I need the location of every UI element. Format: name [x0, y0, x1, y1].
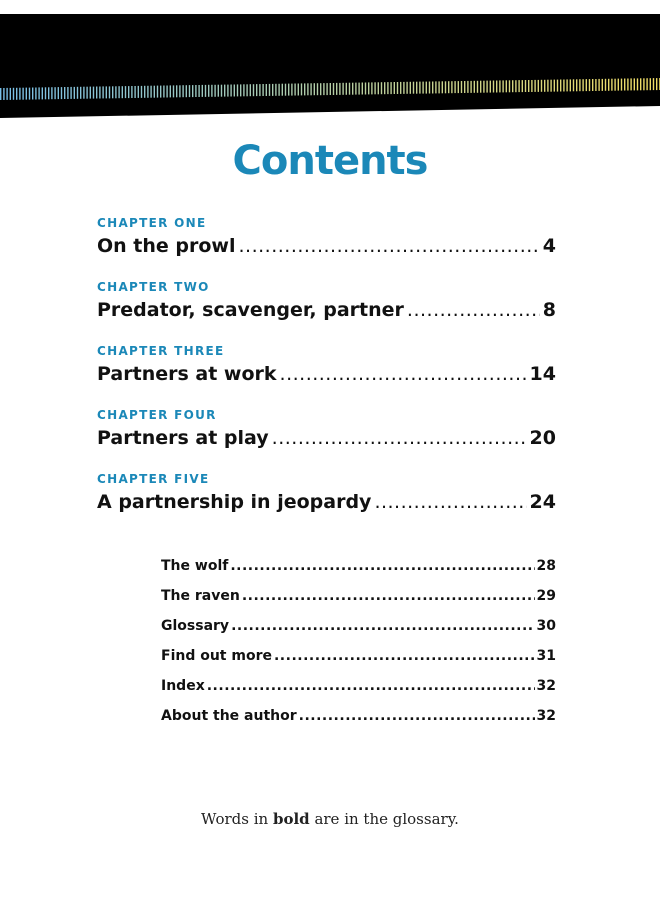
- band-stripe: [80, 87, 81, 99]
- entry-page: 24: [529, 491, 556, 513]
- band-stripe: [230, 85, 231, 97]
- band-stripe: [605, 79, 606, 91]
- band-stripe: [224, 85, 225, 97]
- band-stripe: [464, 81, 465, 93]
- dot-leader: [407, 296, 540, 324]
- band-stripe: [550, 80, 551, 92]
- dot-leader: [231, 611, 534, 641]
- band-stripe: [653, 78, 654, 90]
- page-title: Contents: [232, 138, 428, 184]
- band-stripe: [67, 87, 68, 99]
- band-stripe: [166, 86, 167, 98]
- band-stripe: [90, 87, 91, 99]
- band-stripe: [371, 82, 372, 94]
- band-stripe: [320, 83, 321, 95]
- entry-title: On the prowl: [97, 235, 236, 257]
- band-stripe: [35, 88, 36, 100]
- band-stripe: [70, 87, 71, 99]
- chapter-two: [97, 278, 556, 324]
- band-stripe: [221, 85, 222, 97]
- band-stripe: [294, 84, 295, 96]
- dot-leader: [207, 671, 535, 701]
- band-stripe: [598, 79, 599, 91]
- band-stripe: [122, 86, 123, 98]
- band-stripe: [10, 88, 11, 100]
- toc-entry[interactable]: [97, 424, 556, 452]
- band-stripe: [582, 79, 583, 91]
- band-stripe: [438, 81, 439, 93]
- band-stripe: [493, 81, 494, 93]
- note-prefix: Words in: [201, 810, 269, 828]
- band-stripe: [378, 82, 379, 94]
- entry-title: Glossary: [161, 618, 230, 634]
- band-stripe: [538, 80, 539, 92]
- chapter-label: CHAPTER ONE: [97, 216, 207, 230]
- entry-page: 8: [542, 299, 556, 321]
- band-stripe: [570, 79, 571, 91]
- toc-entry[interactable]: [97, 232, 556, 260]
- band-stripe: [355, 83, 356, 95]
- header-band: [0, 14, 660, 118]
- band-stripe: [118, 86, 119, 98]
- band-stripe: [99, 87, 100, 99]
- band-stripe: [48, 87, 49, 99]
- chapter-label: CHAPTER THREE: [97, 344, 225, 358]
- band-stripe: [458, 81, 459, 93]
- band-stripe: [650, 78, 651, 90]
- band-stripe: [144, 86, 145, 98]
- band-stripe: [58, 87, 59, 99]
- band-stripe: [86, 87, 87, 99]
- band-stripe: [250, 84, 251, 96]
- dot-leader: [280, 360, 527, 388]
- band-stripe: [429, 82, 430, 94]
- entry-title: Partners at play: [97, 427, 269, 449]
- band-stripe: [416, 82, 417, 94]
- band-stripe: [486, 81, 487, 93]
- band-stripe: [154, 86, 155, 98]
- band-stripe: [179, 85, 180, 97]
- band-stripe: [621, 79, 622, 91]
- band-stripe: [576, 79, 577, 91]
- glossary-note: [0, 810, 660, 828]
- chapter-three: [97, 342, 556, 388]
- toc-entry-index[interactable]: [161, 671, 556, 701]
- note-bold-word: bold: [272, 810, 310, 828]
- band-stripe: [435, 81, 436, 93]
- band-stripe: [106, 86, 107, 98]
- band-stripe: [643, 78, 644, 90]
- dot-leader: [242, 581, 535, 611]
- band-stripe: [237, 84, 238, 96]
- band-stripe: [461, 81, 462, 93]
- dot-leader: [274, 641, 535, 671]
- entry-title: The raven: [161, 588, 240, 604]
- band-stripe: [646, 78, 647, 90]
- band-stripe: [422, 82, 423, 94]
- band-stripe: [269, 84, 270, 96]
- band-stripe: [499, 80, 500, 92]
- band-stripe: [74, 87, 75, 99]
- entry-page: 32: [536, 678, 556, 694]
- band-stripe: [189, 85, 190, 97]
- band-stripe: [317, 83, 318, 95]
- band-stripe: [202, 85, 203, 97]
- band-stripe: [291, 84, 292, 96]
- band-stripe: [26, 88, 27, 100]
- toc-entry[interactable]: [97, 488, 556, 516]
- band-stripe: [509, 80, 510, 92]
- band-stripe: [374, 82, 375, 94]
- entry-title: Index: [161, 678, 205, 694]
- band-stripe: [525, 80, 526, 92]
- band-stripe: [298, 84, 299, 96]
- band-stripe: [326, 83, 327, 95]
- chapter-one: [97, 214, 556, 260]
- toc-entry-wolf[interactable]: [161, 551, 556, 581]
- band-stripe: [96, 87, 97, 99]
- band-stripe: [77, 87, 78, 99]
- band-stripe: [205, 85, 206, 97]
- dot-leader: [239, 232, 540, 260]
- band-stripe: [13, 88, 14, 100]
- band-stripe: [589, 79, 590, 91]
- band-stripe: [349, 83, 350, 95]
- band-stripe: [413, 82, 414, 94]
- band-stripe: [470, 81, 471, 93]
- band-stripe: [32, 88, 33, 100]
- band-stripe: [170, 85, 171, 97]
- band-stripe: [448, 81, 449, 93]
- band-stripe: [474, 81, 475, 93]
- band-stripe: [387, 82, 388, 94]
- band-stripe: [246, 84, 247, 96]
- band-stripe: [310, 83, 311, 95]
- band-stripe: [656, 78, 657, 90]
- band-stripe: [397, 82, 398, 94]
- band-stripe: [336, 83, 337, 95]
- chapter-five: [97, 470, 556, 516]
- band-stripe: [125, 86, 126, 98]
- band-stripe: [480, 81, 481, 93]
- band-stripe: [150, 86, 151, 98]
- band-stripe: [134, 86, 135, 98]
- band-stripe: [186, 85, 187, 97]
- band-stripe: [592, 79, 593, 91]
- band-stripe: [640, 78, 641, 90]
- band-stripe: [419, 82, 420, 94]
- band-stripe: [301, 83, 302, 95]
- entry-title: The wolf: [161, 558, 229, 574]
- toc-entry-about-the-author[interactable]: [161, 701, 556, 731]
- toc-entry-find-out-more[interactable]: [161, 641, 556, 671]
- band-stripe: [586, 79, 587, 91]
- entry-page: 14: [529, 363, 556, 385]
- band-stripe: [342, 83, 343, 95]
- band-stripe: [410, 82, 411, 94]
- band-stripe: [330, 83, 331, 95]
- band-stripe: [314, 83, 315, 95]
- entry-page: 32: [536, 708, 556, 724]
- band-stripe: [602, 79, 603, 91]
- dot-leader: [299, 701, 535, 731]
- band-stripe: [323, 83, 324, 95]
- band-stripe: [512, 80, 513, 92]
- chapter-four: [97, 406, 556, 452]
- toc-entry[interactable]: [97, 296, 556, 324]
- band-stripe: [637, 78, 638, 90]
- band-stripe: [163, 86, 164, 98]
- band-stripe: [112, 86, 113, 98]
- band-stripe: [282, 84, 283, 96]
- band-stripe: [19, 88, 20, 100]
- band-stripe: [141, 86, 142, 98]
- band-stripe: [534, 80, 535, 92]
- band-stripe: [109, 86, 110, 98]
- band-stripe: [83, 87, 84, 99]
- band-stripe: [528, 80, 529, 92]
- band-stripe: [147, 86, 148, 98]
- band-stripe: [128, 86, 129, 98]
- band-stripe: [618, 79, 619, 91]
- band-stripe: [573, 79, 574, 91]
- band-stripe: [502, 80, 503, 92]
- band-stripe: [304, 83, 305, 95]
- band-stripe: [579, 79, 580, 91]
- band-stripe: [3, 88, 4, 100]
- band-stripe: [346, 83, 347, 95]
- band-stripe: [557, 80, 558, 92]
- band-stripe: [496, 81, 497, 93]
- band-stripe: [16, 88, 17, 100]
- band-stripe: [614, 79, 615, 91]
- band-stripe: [272, 84, 273, 96]
- toc-entry-glossary[interactable]: [161, 611, 556, 641]
- band-stripe: [182, 85, 183, 97]
- band-stripe: [365, 83, 366, 95]
- dot-leader: [272, 424, 527, 452]
- chapter-label: CHAPTER FIVE: [97, 472, 210, 486]
- entry-page: 30: [536, 618, 556, 634]
- band-stripe: [624, 79, 625, 91]
- entry-page: 29: [536, 588, 556, 604]
- band-stripe: [522, 80, 523, 92]
- dot-leader: [230, 551, 534, 581]
- band-stripe: [368, 82, 369, 94]
- chapter-label: CHAPTER TWO: [97, 280, 210, 294]
- band-stripe: [541, 80, 542, 92]
- band-stripe: [234, 85, 235, 97]
- band-stripe: [634, 78, 635, 90]
- band-stripe: [451, 81, 452, 93]
- toc-entry[interactable]: [97, 360, 556, 388]
- band-stripe: [563, 80, 564, 92]
- band-stripe: [131, 86, 132, 98]
- band-stripe: [333, 83, 334, 95]
- band-stripe: [358, 83, 359, 95]
- band-stripe: [0, 88, 1, 100]
- band-stripe: [384, 82, 385, 94]
- band-stripe: [54, 87, 55, 99]
- note-suffix: are in the glossary.: [314, 810, 459, 828]
- entry-title: Find out more: [161, 648, 272, 664]
- entry-title: A partnership in jeopardy: [97, 491, 372, 513]
- entry-title: About the author: [161, 708, 297, 724]
- band-stripe: [506, 80, 507, 92]
- band-stripe: [262, 84, 263, 96]
- band-stripe: [595, 79, 596, 91]
- band-stripe: [61, 87, 62, 99]
- band-stripe: [518, 80, 519, 92]
- band-stripe: [266, 84, 267, 96]
- band-stripe: [531, 80, 532, 92]
- chapter-label: CHAPTER FOUR: [97, 408, 217, 422]
- band-stripe: [157, 86, 158, 98]
- entry-page: 4: [542, 235, 556, 257]
- band-stripe: [253, 84, 254, 96]
- band-stripe: [45, 87, 46, 99]
- band-stripe: [198, 85, 199, 97]
- band-stripe: [195, 85, 196, 97]
- band-stripe: [566, 79, 567, 91]
- band-stripe: [627, 79, 628, 91]
- entry-title: Predator, scavenger, partner: [97, 299, 404, 321]
- band-stripe: [400, 82, 401, 94]
- entry-title: Partners at work: [97, 363, 277, 385]
- band-stripe: [218, 85, 219, 97]
- dot-leader: [374, 488, 526, 516]
- band-stripe: [515, 80, 516, 92]
- band-stripe: [64, 87, 65, 99]
- band-stripe: [259, 84, 260, 96]
- band-stripe: [611, 79, 612, 91]
- band-stripe: [138, 86, 139, 98]
- band-stripe: [29, 88, 30, 100]
- band-stripe: [381, 82, 382, 94]
- band-stripe: [490, 81, 491, 93]
- band-stripe: [477, 81, 478, 93]
- band-stripe: [442, 81, 443, 93]
- band-stripe: [278, 84, 279, 96]
- band-stripe: [483, 81, 484, 93]
- back-matter-list: [161, 551, 556, 731]
- band-stripe: [38, 87, 39, 99]
- band-stripe: [285, 84, 286, 96]
- band-stripe: [192, 85, 193, 97]
- band-stripe: [630, 78, 631, 90]
- band-stripe: [288, 84, 289, 96]
- band-stripe: [403, 82, 404, 94]
- band-stripe: [93, 87, 94, 99]
- band-stripe: [362, 83, 363, 95]
- band-stripe: [454, 81, 455, 93]
- band-stripe: [102, 86, 103, 98]
- band-stripe: [445, 81, 446, 93]
- band-stripe: [240, 84, 241, 96]
- band-stripe: [22, 88, 23, 100]
- band-stripe: [406, 82, 407, 94]
- band-stripe: [608, 79, 609, 91]
- entry-page: 31: [536, 648, 556, 664]
- band-stripe: [6, 88, 7, 100]
- chapter-list: [97, 214, 556, 534]
- band-stripe: [560, 80, 561, 92]
- entry-page: 28: [536, 558, 556, 574]
- band-stripe: [544, 80, 545, 92]
- band-stripe: [390, 82, 391, 94]
- band-stripe: [426, 82, 427, 94]
- band-stripe: [307, 83, 308, 95]
- band-stripe: [547, 80, 548, 92]
- band-stripe: [208, 85, 209, 97]
- entry-page: 20: [529, 427, 556, 449]
- band-stripe: [214, 85, 215, 97]
- band-stripe: [352, 83, 353, 95]
- band-stripe: [256, 84, 257, 96]
- band-stripe: [227, 85, 228, 97]
- band-stripe: [243, 84, 244, 96]
- toc-entry-raven[interactable]: [161, 581, 556, 611]
- band-stripe: [467, 81, 468, 93]
- band-stripe: [432, 82, 433, 94]
- band-stripe: [211, 85, 212, 97]
- band-stripe: [42, 87, 43, 99]
- band-stripe: [160, 86, 161, 98]
- band-stripe: [339, 83, 340, 95]
- band-stripe: [394, 82, 395, 94]
- header-band-graphic: [0, 14, 660, 118]
- band-stripe: [51, 87, 52, 99]
- band-stripe: [176, 85, 177, 97]
- band-stripe: [115, 86, 116, 98]
- band-stripe: [173, 85, 174, 97]
- band-stripe: [275, 84, 276, 96]
- band-stripe: [554, 80, 555, 92]
